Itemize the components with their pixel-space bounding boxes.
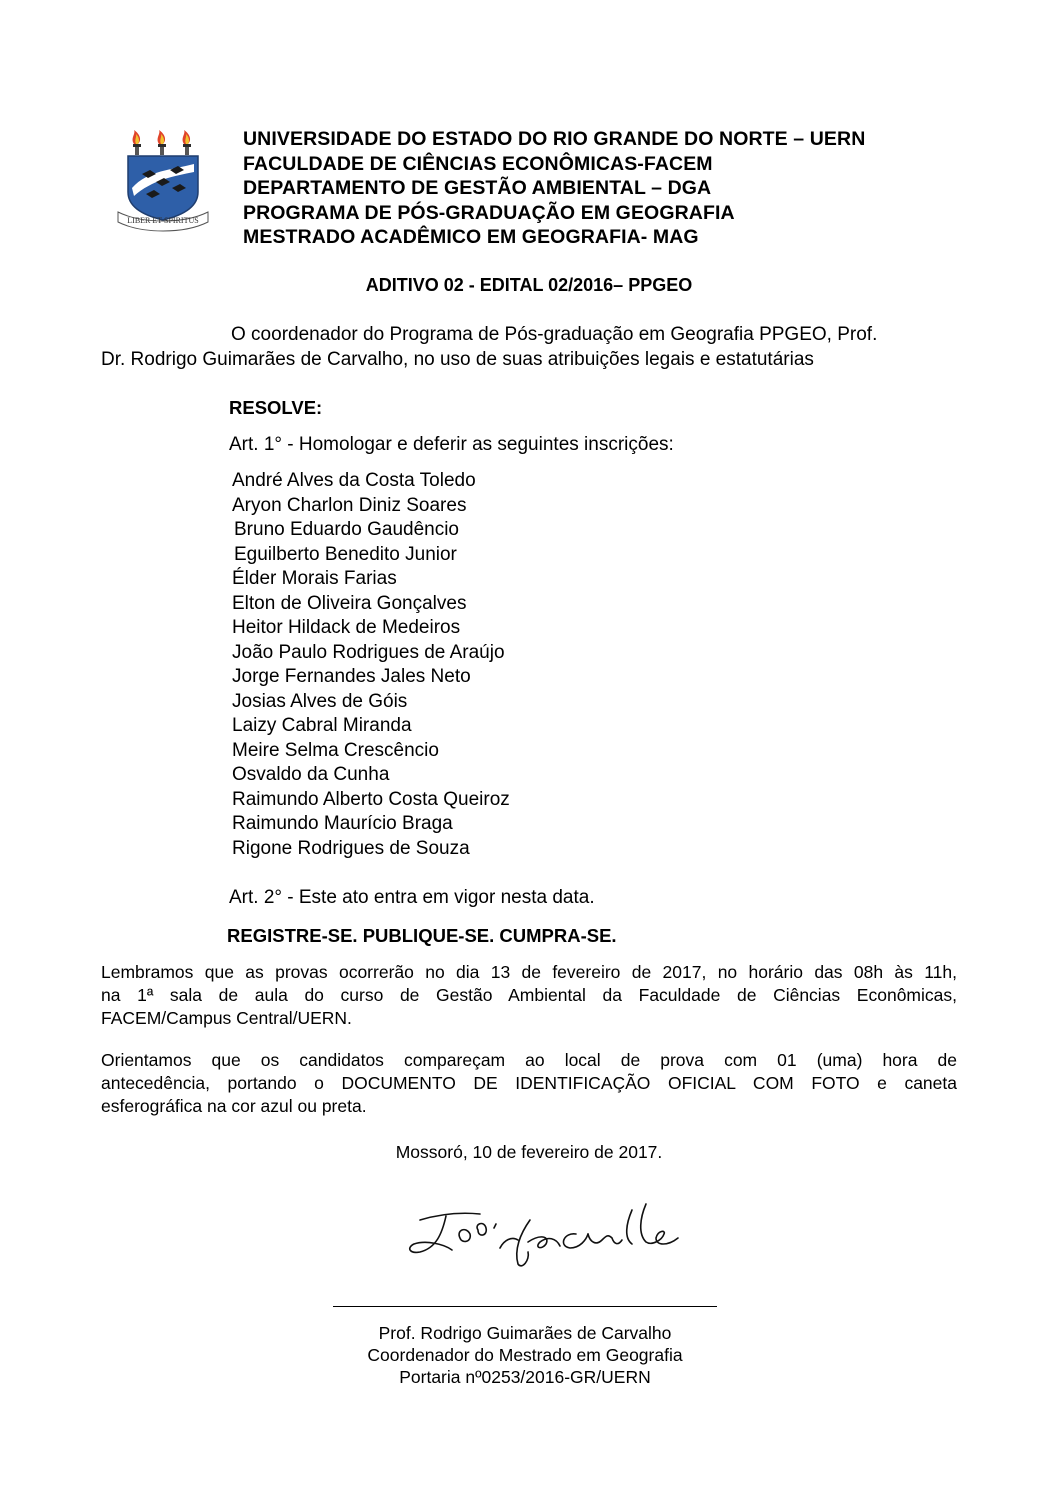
list-item: Eguilberto Benedito Junior bbox=[234, 543, 457, 565]
signer-portaria: Portaria nº0253/2016-GR/UERN bbox=[399, 1367, 651, 1387]
signer-role: Coordenador do Mestrado em Geografia bbox=[367, 1345, 683, 1365]
article-2: Art. 2° - Este ato entra em vigor nesta data. bbox=[229, 887, 595, 908]
signer-name: Prof. Rodrigo Guimarães de Carvalho bbox=[378, 1323, 672, 1343]
exam-info-paragraph bbox=[101, 961, 957, 1030]
list-item: Laizy Cabral Miranda bbox=[232, 715, 412, 736]
uern-coat-of-arms-icon bbox=[112, 130, 214, 234]
header-line-faculty: FACULDADE DE CIÊNCIAS ECONÔMICAS-FACEM bbox=[243, 152, 713, 175]
list-item: Josias Alves de Góis bbox=[232, 690, 408, 712]
intro-line-2: Dr. Rodrigo Guimarães de Carvalho, no uso de suas atribuições legais e estatutárias bbox=[101, 349, 814, 370]
header-line-masters: MESTRADO ACADÊMICO EM GEOGRAFIA- MAG bbox=[243, 226, 699, 248]
intro-line-1: O coordenador do Programa de Pós-graduação em Geografia PPGEO, Prof. bbox=[231, 324, 878, 345]
list-item: Heitor Hildack de Medeiros bbox=[232, 617, 461, 638]
list-item: Raimundo Alberto Costa Queiroz bbox=[232, 788, 510, 810]
header-line-program: PROGRAMA DE PÓS-GRADUAÇÃO EM GEOGRAFIA bbox=[243, 201, 735, 224]
instructions-paragraph bbox=[101, 1049, 957, 1118]
exam-info-line-1: Lembramos que as provas ocorrerão no dia 13 de fevereiro de 2017, no horário das 08h às 11h, bbox=[101, 962, 957, 982]
list-item: Elton de Oliveira Gonçalves bbox=[232, 592, 467, 614]
header-line-university: UNIVERSIDADE DO ESTADO DO RIO GRANDE DO NORTE – UERN bbox=[243, 128, 866, 150]
registre-statement: REGISTRE-SE. PUBLIQUE-SE. CUMPRA-SE. bbox=[227, 925, 617, 946]
list-item: Aryon Charlon Diniz Soares bbox=[232, 494, 467, 516]
handwritten-signature bbox=[400, 1190, 700, 1280]
intro-paragraph bbox=[101, 322, 957, 372]
signature-line bbox=[333, 1306, 717, 1307]
document-title: ADITIVO 02 - EDITAL 02/2016– PPGEO bbox=[365, 275, 693, 295]
exam-info-line-3: FACEM/Campus Central/UERN. bbox=[101, 1008, 352, 1028]
signer-block bbox=[333, 1322, 717, 1388]
approved-candidates-list bbox=[232, 469, 510, 861]
exam-info-line-2: na 1ª sala de aula do curso de Gestão Ambiental da Faculdade de Ciências Econômicas, bbox=[101, 985, 957, 1005]
list-item: Meire Selma Crescêncio bbox=[232, 739, 439, 761]
list-item: Élder Morais Farias bbox=[232, 568, 397, 589]
list-item: Bruno Eduardo Gaudêncio bbox=[234, 519, 459, 540]
date-line: Mossoró, 10 de fevereiro de 2017. bbox=[395, 1142, 663, 1162]
instructions-line-2: antecedência, portando o DOCUMENTO DE IDENTIFICAÇÃO OFICIAL COM FOTO e caneta bbox=[101, 1073, 957, 1093]
resolve-label: RESOLVE: bbox=[229, 397, 323, 418]
list-item: André Alves da Costa Toledo bbox=[232, 470, 476, 491]
logo-motto: LIBER ET SPIRITUS bbox=[127, 216, 199, 225]
header-line-department: DEPARTAMENTO DE GESTÃO AMBIENTAL – DGA bbox=[243, 177, 712, 199]
list-item: Jorge Fernandes Jales Neto bbox=[232, 666, 471, 687]
article-1: Art. 1° - Homologar e deferir as seguintes inscrições: bbox=[229, 434, 674, 455]
instructions-line-3: esferográfica na cor azul ou preta. bbox=[101, 1096, 367, 1116]
institution-header bbox=[243, 127, 865, 250]
instructions-line-1: Orientamos que os candidatos compareçam ao local de prova com 01 (uma) hora de bbox=[101, 1050, 957, 1070]
list-item: Rigone Rodrigues de Souza bbox=[232, 837, 470, 859]
list-item: João Paulo Rodrigues de Araújo bbox=[232, 641, 505, 663]
list-item: Osvaldo da Cunha bbox=[232, 764, 390, 785]
list-item: Raimundo Maurício Braga bbox=[232, 813, 453, 834]
